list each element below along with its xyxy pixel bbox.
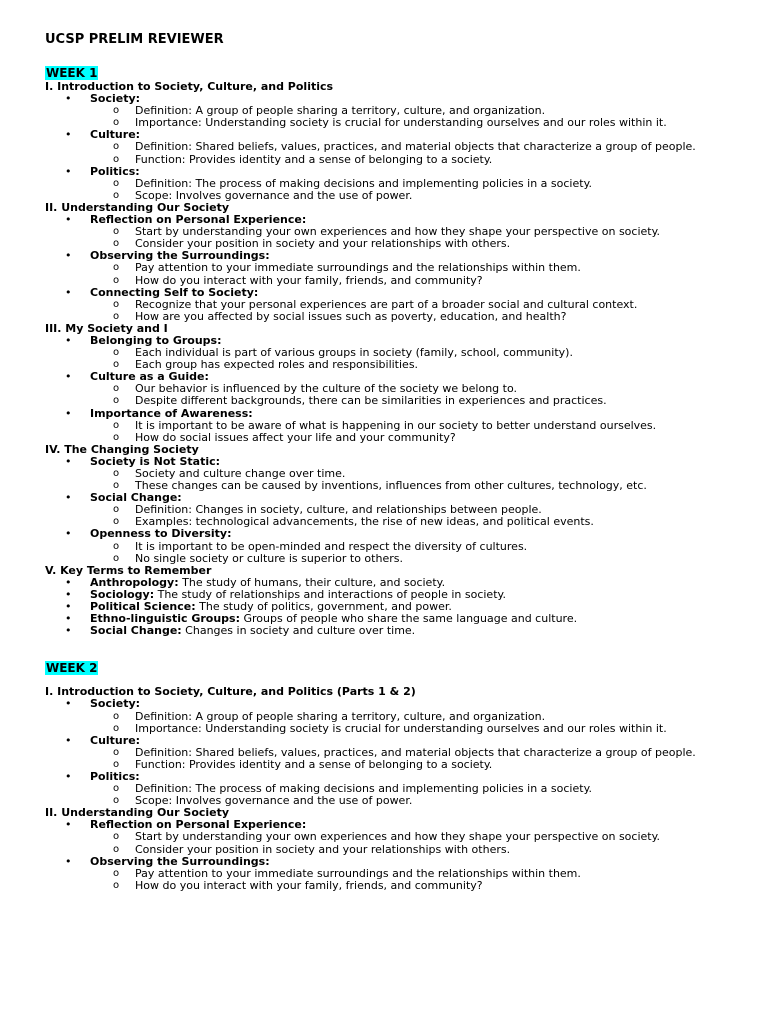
sub-item: o No single society or culture is superior to others. xyxy=(90,553,723,565)
bullet-term: Political Science: xyxy=(90,600,196,614)
bullet-term: Politics: xyxy=(90,164,140,178)
bullet-term: Social Change: xyxy=(90,624,182,638)
bullet-term: Belonging to Groups: xyxy=(90,333,222,347)
bullet-text: The study of politics, government, and power. xyxy=(195,600,452,614)
sub-item: o Start by understanding your own experiences and how they shape your perspective on society. xyxy=(90,226,723,238)
bullet-item xyxy=(45,819,723,855)
bullet-item xyxy=(45,166,723,202)
bullet-text: The study of humans, their culture, and society. xyxy=(178,575,446,589)
sub-item: o Definition: Changes in society, culture, and relationships between people. xyxy=(90,504,723,516)
sub-item: o It is important to be open-minded and respect the diversity of cultures. xyxy=(90,541,723,553)
section-heading: I. Introduction to Society, Culture, and Politics (Parts 1 & 2) xyxy=(45,685,416,699)
sub-list xyxy=(90,747,723,771)
sub-list xyxy=(90,105,723,129)
week-block xyxy=(45,657,723,892)
bullet-term: Politics: xyxy=(90,769,140,783)
sub-list xyxy=(90,226,723,250)
sub-item: o Society and culture change over time. xyxy=(90,468,723,480)
week-block xyxy=(45,62,723,637)
sub-item: o Importance: Understanding society is crucial for understanding ourselves and our roles within it. xyxy=(90,723,723,735)
sub-item: o Pay attention to your immediate surroundings and the relationships within them. xyxy=(90,262,723,274)
sub-list xyxy=(90,178,723,202)
sub-item: o Definition: The process of making decisions and implementing policies in a society. xyxy=(90,178,723,190)
week-label: WEEK 1 xyxy=(46,66,98,80)
sub-item: o Definition: The process of making decisions and implementing policies in a society. xyxy=(90,783,723,795)
sub-list xyxy=(90,831,723,855)
weeks-container xyxy=(45,62,723,892)
bullet-term: Society is Not Static: xyxy=(90,454,221,468)
bullet-list xyxy=(45,335,723,444)
bullet-text: The study of relationships and interactions of people in society. xyxy=(154,587,506,601)
sub-item: o Start by understanding your own experiences and how they shape your perspective on society. xyxy=(90,831,723,843)
bullet-list xyxy=(45,456,723,565)
bullet-term: Connecting Self to Society: xyxy=(90,285,259,299)
bullet-item xyxy=(45,250,723,286)
bullet-term: Culture as a Guide: xyxy=(90,370,209,384)
bullet-term: Ethno-linguistic Groups: xyxy=(90,612,240,626)
sub-item: o These changes can be caused by inventions, influences from other cultures, technology, etc. xyxy=(90,480,723,492)
sub-list xyxy=(90,347,723,371)
bullet-item xyxy=(45,129,723,165)
sub-list xyxy=(90,504,723,528)
sections xyxy=(45,686,723,892)
week-label-row xyxy=(45,62,723,81)
bullet-list xyxy=(45,577,723,637)
bullet-list xyxy=(45,819,723,892)
bullet-item xyxy=(45,335,723,371)
bullet-list xyxy=(45,698,723,807)
sub-list xyxy=(90,711,723,735)
bullet-term: Anthropology: xyxy=(90,575,179,589)
section-heading: III. My Society and I xyxy=(45,321,168,335)
sub-item: o It is important to be aware of what is happening in our society to better understand ourselves. xyxy=(90,420,723,432)
week-label: WEEK 2 xyxy=(46,661,98,676)
sub-item: o Our behavior is influenced by the culture of the society we belong to. xyxy=(90,383,723,395)
sub-item: o Definition: A group of people sharing a territory, culture, and organization. xyxy=(90,711,723,723)
bullet-item xyxy=(45,287,723,323)
bullet-term: Society: xyxy=(90,697,141,711)
bullet-term: Importance of Awareness: xyxy=(90,406,253,420)
bullet-item xyxy=(45,856,723,892)
bullet-item xyxy=(45,492,723,528)
section-heading: I. Introduction to Society, Culture, and Politics xyxy=(45,80,334,93)
sub-item: o How do you interact with your family, friends, and community? xyxy=(90,275,723,287)
bullet-text: Changes in society and culture over time. xyxy=(181,624,416,638)
sub-item: o Definition: Shared beliefs, values, practices, and material objects that characterize a group of people. xyxy=(90,747,723,759)
bullet-term: Culture: xyxy=(90,128,141,142)
bullet-term: Social Change: xyxy=(90,491,182,505)
bullet-list xyxy=(45,214,723,323)
bullet-item xyxy=(45,214,723,250)
bullet-term: Society: xyxy=(90,92,141,106)
bullet-item xyxy=(45,408,723,444)
bullet-item xyxy=(45,456,723,492)
section-heading: IV. The Changing Society xyxy=(45,442,199,456)
section-heading: II. Understanding Our Society xyxy=(45,200,230,214)
sub-item: o Examples: technological advancements, the rise of new ideas, and political events. xyxy=(90,516,723,528)
sub-item: o Scope: Involves governance and the use of power. xyxy=(90,795,723,807)
bullet-item xyxy=(45,371,723,407)
week-label-row xyxy=(45,657,723,676)
sub-item: o How do social issues affect your life and your community? xyxy=(90,432,723,444)
sub-item: o How do you interact with your family, friends, and community? xyxy=(90,880,723,892)
sub-item: o Despite different backgrounds, there can be similarities in experiences and practices. xyxy=(90,395,723,407)
sub-item: o Consider your position in society and your relationships with others. xyxy=(90,844,723,856)
sub-list xyxy=(90,383,723,407)
bullet-list xyxy=(45,93,723,202)
bullet-term: Observing the Surroundings: xyxy=(90,249,270,263)
bullet-text: Groups of people who share the same language and culture. xyxy=(240,612,578,626)
sub-item: o Function: Provides identity and a sense of belonging to a society. xyxy=(90,759,723,771)
sub-list xyxy=(90,141,723,165)
bullet-term: Sociology: xyxy=(90,587,155,601)
sub-item: o How are you affected by social issues such as poverty, education, and health? xyxy=(90,311,723,323)
bullet-item xyxy=(45,771,723,807)
bullet-term: Reflection on Personal Experience: xyxy=(90,213,307,227)
sub-list xyxy=(90,468,723,492)
bullet-item xyxy=(45,625,723,637)
section-heading: II. Understanding Our Society xyxy=(45,806,230,820)
bullet-item xyxy=(45,698,723,734)
bullet-term: Culture: xyxy=(90,733,141,747)
sub-item: o Importance: Understanding society is crucial for understanding ourselves and our roles within it. xyxy=(90,117,723,129)
sub-list xyxy=(90,420,723,444)
sub-list xyxy=(90,783,723,807)
bullet-item xyxy=(45,93,723,129)
section-heading: V. Key Terms to Remember xyxy=(45,563,212,577)
bullet-term: Reflection on Personal Experience: xyxy=(90,818,307,832)
sub-list xyxy=(90,868,723,892)
sub-list xyxy=(90,541,723,565)
document-title: UCSP PRELIM REVIEWER xyxy=(45,32,224,47)
bullet-term: Observing the Surroundings: xyxy=(90,854,270,868)
sub-item: o Each group has expected roles and responsibilities. xyxy=(90,359,723,371)
sub-item: o Recognize that your personal experiences are part of a broader social and cultural context. xyxy=(90,299,723,311)
bullet-item xyxy=(45,528,723,564)
sub-item: o Scope: Involves governance and the use of power. xyxy=(90,190,723,202)
sub-item: o Function: Provides identity and a sense of belonging to a society. xyxy=(90,154,723,166)
sub-list xyxy=(90,299,723,323)
bullet-term: Openness to Diversity: xyxy=(90,527,232,541)
sections xyxy=(45,81,723,637)
sub-list xyxy=(90,262,723,286)
sub-item: o Each individual is part of various groups in society (family, school, community). xyxy=(90,347,723,359)
sub-item: o Pay attention to your immediate surroundings and the relationships within them. xyxy=(90,868,723,880)
sub-item: o Definition: A group of people sharing a territory, culture, and organization. xyxy=(90,105,723,117)
bullet-item xyxy=(45,735,723,771)
sub-item: o Definition: Shared beliefs, values, practices, and material objects that characterize a group of people. xyxy=(90,141,723,153)
document-page xyxy=(45,32,723,892)
sub-item: o Consider your position in society and your relationships with others. xyxy=(90,238,723,250)
